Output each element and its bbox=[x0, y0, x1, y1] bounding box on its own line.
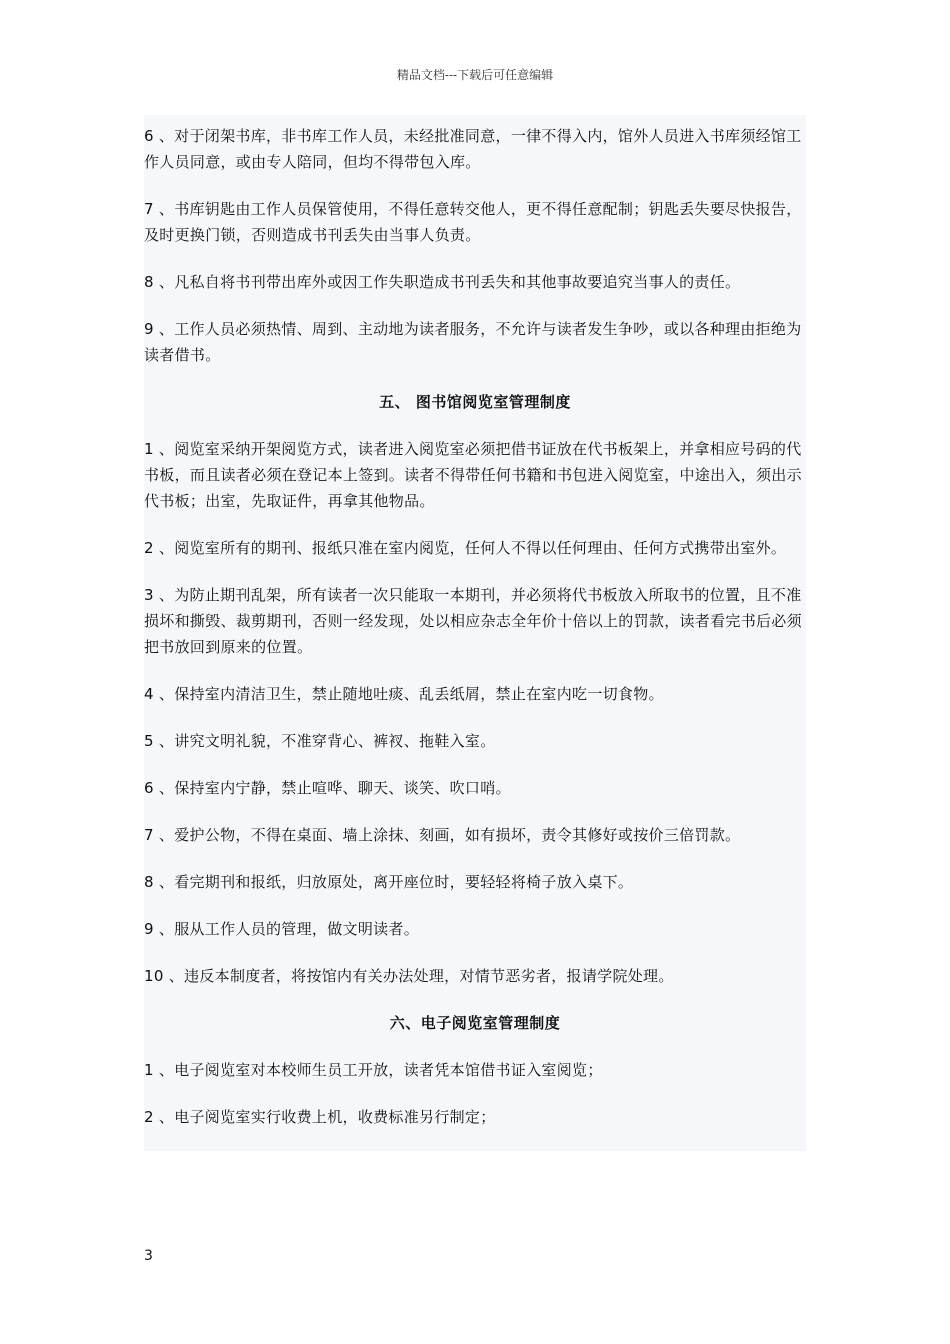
rule-paragraph: 6 、保持室内宁静，禁止喧哗、聊天、谈笑、吹口哨。 bbox=[144, 779, 511, 797]
section-heading-e-reading-room: 六、电子阅览室管理制度 bbox=[389, 1014, 561, 1032]
rule-paragraph: 6 、对于闭架书库，非书库工作人员，未经批准同意，一律不得入内，馆外人员进入书库须经馆工作人员同意，或由专人陪同，但均不得带包入库。 bbox=[144, 127, 802, 171]
rule-paragraph: 8 、看完期刊和报纸，归放原处，离开座位时，要轻轻将椅子放入桌下。 bbox=[144, 873, 634, 891]
rule-paragraph: 1 、阅览室采纳开架阅览方式，读者进入阅览室必须把借书证放在代书板架上，并拿相应号码的代书板，而且读者必须在登记本上签到。读者不得带任何书籍和书包进入阅览室，中途出入，须出示代书板；出室，先取证件，再拿其他物品。 bbox=[144, 440, 802, 510]
page-header: 精品文档---下载后可任意编辑 bbox=[396, 68, 554, 82]
rule-paragraph: 8 、凡私自将书刊带出库外或因工作失职造成书刊丢失和其他事故要追究当事人的责任。 bbox=[144, 273, 741, 291]
rule-paragraph: 9 、服从工作人员的管理，做文明读者。 bbox=[144, 920, 420, 938]
rule-paragraph: 1 、电子阅览室对本校师生员工开放，读者凭本馆借书证入室阅览； bbox=[144, 1061, 603, 1079]
page-number: 3 bbox=[144, 1248, 153, 1264]
rule-paragraph: 7 、书库钥匙由工作人员保管使用，不得任意转交他人，更不得任意配制；钥匙丢失要尽快报告，及时更换门锁，否则造成书刊丢失由当事人负责。 bbox=[144, 200, 802, 244]
rule-paragraph: 2 、阅览室所有的期刊、报纸只准在室内阅览，任何人不得以任何理由、任何方式携带出室外。 bbox=[144, 539, 787, 557]
rule-paragraph: 5 、讲究文明礼貌，不准穿背心、裤衩、拖鞋入室。 bbox=[144, 732, 496, 750]
rule-paragraph: 9 、工作人员必须热情、周到、主动地为读者服务，不允许与读者发生争吵，或以各种理由拒绝为读者借书。 bbox=[144, 320, 802, 364]
rule-paragraph: 4 、保持室内清洁卫生，禁止随地吐痰、乱丢纸屑，禁止在室内吃一切食物。 bbox=[144, 685, 664, 703]
section-heading-reading-room: 五、 图书馆阅览室管理制度 bbox=[379, 393, 571, 411]
rule-paragraph: 3 、为防止期刊乱架，所有读者一次只能取一本期刊，并必须将代书板放入所取书的位置，且不准损坏和撕毁、裁剪期刊，否则一经发现，处以相应杂志全年价十倍以上的罚款，读者看完书后必须把书放回到原来的位置。 bbox=[144, 586, 802, 656]
rule-paragraph: 7 、爱护公物，不得在桌面、墙上涂抹、刻画，如有损坏，责令其修好或按价三倍罚款。 bbox=[144, 826, 741, 844]
rule-paragraph: 2 、电子阅览室实行收费上机，收费标准另行制定； bbox=[144, 1108, 496, 1126]
rule-paragraph: 10 、违反本制度者，将按馆内有关办法处理，对情节恶劣者，报请学院处理。 bbox=[144, 967, 674, 985]
document-body bbox=[144, 115, 806, 1151]
